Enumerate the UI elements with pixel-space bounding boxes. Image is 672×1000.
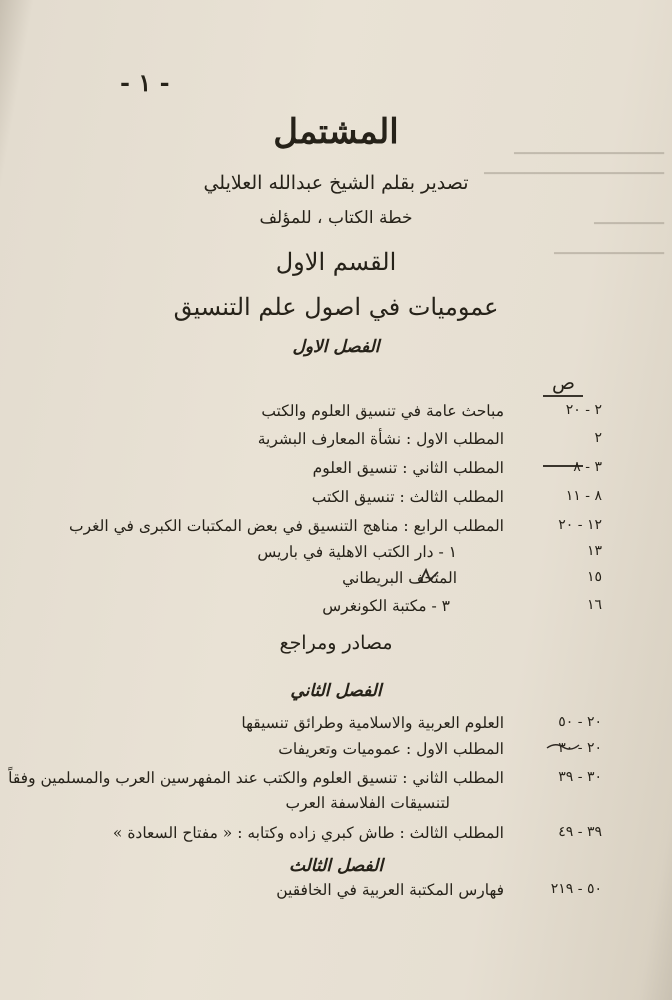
toc-entry bbox=[0, 794, 672, 822]
toc-page-range: ٣٠ - ٣٩ bbox=[558, 769, 602, 785]
toc-page-range: ٣ - ٨ bbox=[573, 459, 602, 475]
show-through-mark: ▁▁▁▁▁▁▁▁▁▁▁ bbox=[554, 240, 664, 255]
toc-entry bbox=[0, 402, 672, 430]
sources-heading: مصادر ومراجع bbox=[279, 632, 393, 654]
show-through-mark: ▁▁▁▁▁▁▁ bbox=[594, 210, 664, 225]
page-column-header: ص bbox=[552, 372, 575, 394]
toc-entry-text: فهارس المكتبة العربية في الخافقين bbox=[276, 881, 504, 899]
toc-entry bbox=[0, 881, 672, 909]
handwritten-strike-mark bbox=[545, 739, 581, 753]
toc-entry-text: المطلب الثاني : تنسيق العلوم والكتب عند المفهرسين العرب والمسلمين وفقاً bbox=[8, 769, 504, 787]
section-subheading: عموميات في اصول علم التنسيق bbox=[173, 293, 499, 321]
chapter-1-title: الفصل الاول bbox=[292, 337, 380, 357]
show-through-mark: ▁▁▁▁▁▁▁▁▁▁▁▁▁▁▁ bbox=[514, 140, 664, 155]
show-through-mark: ▁▁▁▁▁▁▁▁▁▁▁▁▁▁▁▁▁▁ bbox=[484, 160, 664, 175]
chapter-3-title: الفصل الثالث bbox=[288, 856, 384, 876]
toc-entry-text: لتنسيقات الفلاسفة العرب bbox=[285, 794, 450, 812]
toc-entry-text: المطلب الرابع : مناهج التنسيق في بعض المكتبات الكبرى في الغرب bbox=[69, 517, 504, 535]
toc-page-range: ٥٠ - ٢١٩ bbox=[550, 881, 602, 897]
toc-page-range: ٨ - ١١ bbox=[565, 488, 602, 504]
toc-page-range: ١٢ - ٢٠ bbox=[558, 517, 602, 533]
toc-entry bbox=[0, 488, 672, 516]
toc-entry-text: ١ - دار الكتب الاهلية في باريس bbox=[257, 543, 457, 561]
toc-page-range: ١٥ bbox=[586, 569, 602, 585]
toc-entry-text: العلوم العربية والاسلامية وطرائق تنسيقها bbox=[241, 714, 504, 732]
toc-page-range: ٢٠ - ٥٠ bbox=[558, 714, 602, 730]
toc-entry bbox=[0, 824, 672, 852]
toc-entry bbox=[0, 430, 672, 458]
toc-entry bbox=[0, 569, 672, 597]
toc-page-range: ١٣ bbox=[586, 543, 602, 559]
toc-entry-text: المطلب الاول : عموميات وتعريفات bbox=[278, 740, 504, 758]
section-heading: القسم الاول bbox=[275, 248, 397, 276]
toc-entry bbox=[0, 597, 672, 625]
toc-entry bbox=[0, 769, 672, 797]
chapter-2-title: الفصل الثاني bbox=[290, 681, 382, 701]
toc-page-range: ٢٠ - ٣٠ bbox=[558, 740, 602, 756]
toc-entry bbox=[0, 543, 672, 571]
toc-page-range: ٢ bbox=[594, 430, 602, 446]
handwritten-mark bbox=[418, 568, 440, 586]
toc-entry bbox=[0, 714, 672, 742]
toc-page-range: ٣٩ - ٤٩ bbox=[558, 824, 602, 840]
toc-entry-text: ٣ - مكتبة الكونغرس bbox=[322, 597, 450, 615]
toc-entry-text: المطلب الاول : نشأة المعارف البشرية bbox=[257, 430, 504, 448]
toc-entry-text: المطلب الثاني : تنسيق العلوم bbox=[312, 459, 504, 477]
toc-entry bbox=[0, 517, 672, 545]
toc-entry-text: مباحث عامة في تنسيق العلوم والكتب bbox=[261, 402, 504, 420]
foreword-line: تصدير بقلم الشيخ عبدالله العلايلي bbox=[203, 172, 469, 194]
header-rule bbox=[543, 395, 583, 397]
toc-page-range: ٢ - ٢٠ bbox=[565, 402, 602, 418]
contents-title: المشتمل bbox=[273, 112, 399, 152]
toc-page-range: ١٦ bbox=[586, 597, 602, 613]
toc-entry-text: المطلب الثالث : تنسيق الكتب bbox=[311, 488, 504, 506]
toc-entry bbox=[0, 459, 672, 487]
toc-entry-text: المطلب الثالث : طاش كبري زاده وكتابه : « مفتاح السعادة » bbox=[112, 824, 504, 842]
plan-line: خطة الكتاب ، للمؤلف bbox=[259, 208, 413, 228]
toc-entry-text: المتحف البريطاني bbox=[342, 569, 457, 587]
page-number: - ١ - bbox=[120, 68, 170, 97]
